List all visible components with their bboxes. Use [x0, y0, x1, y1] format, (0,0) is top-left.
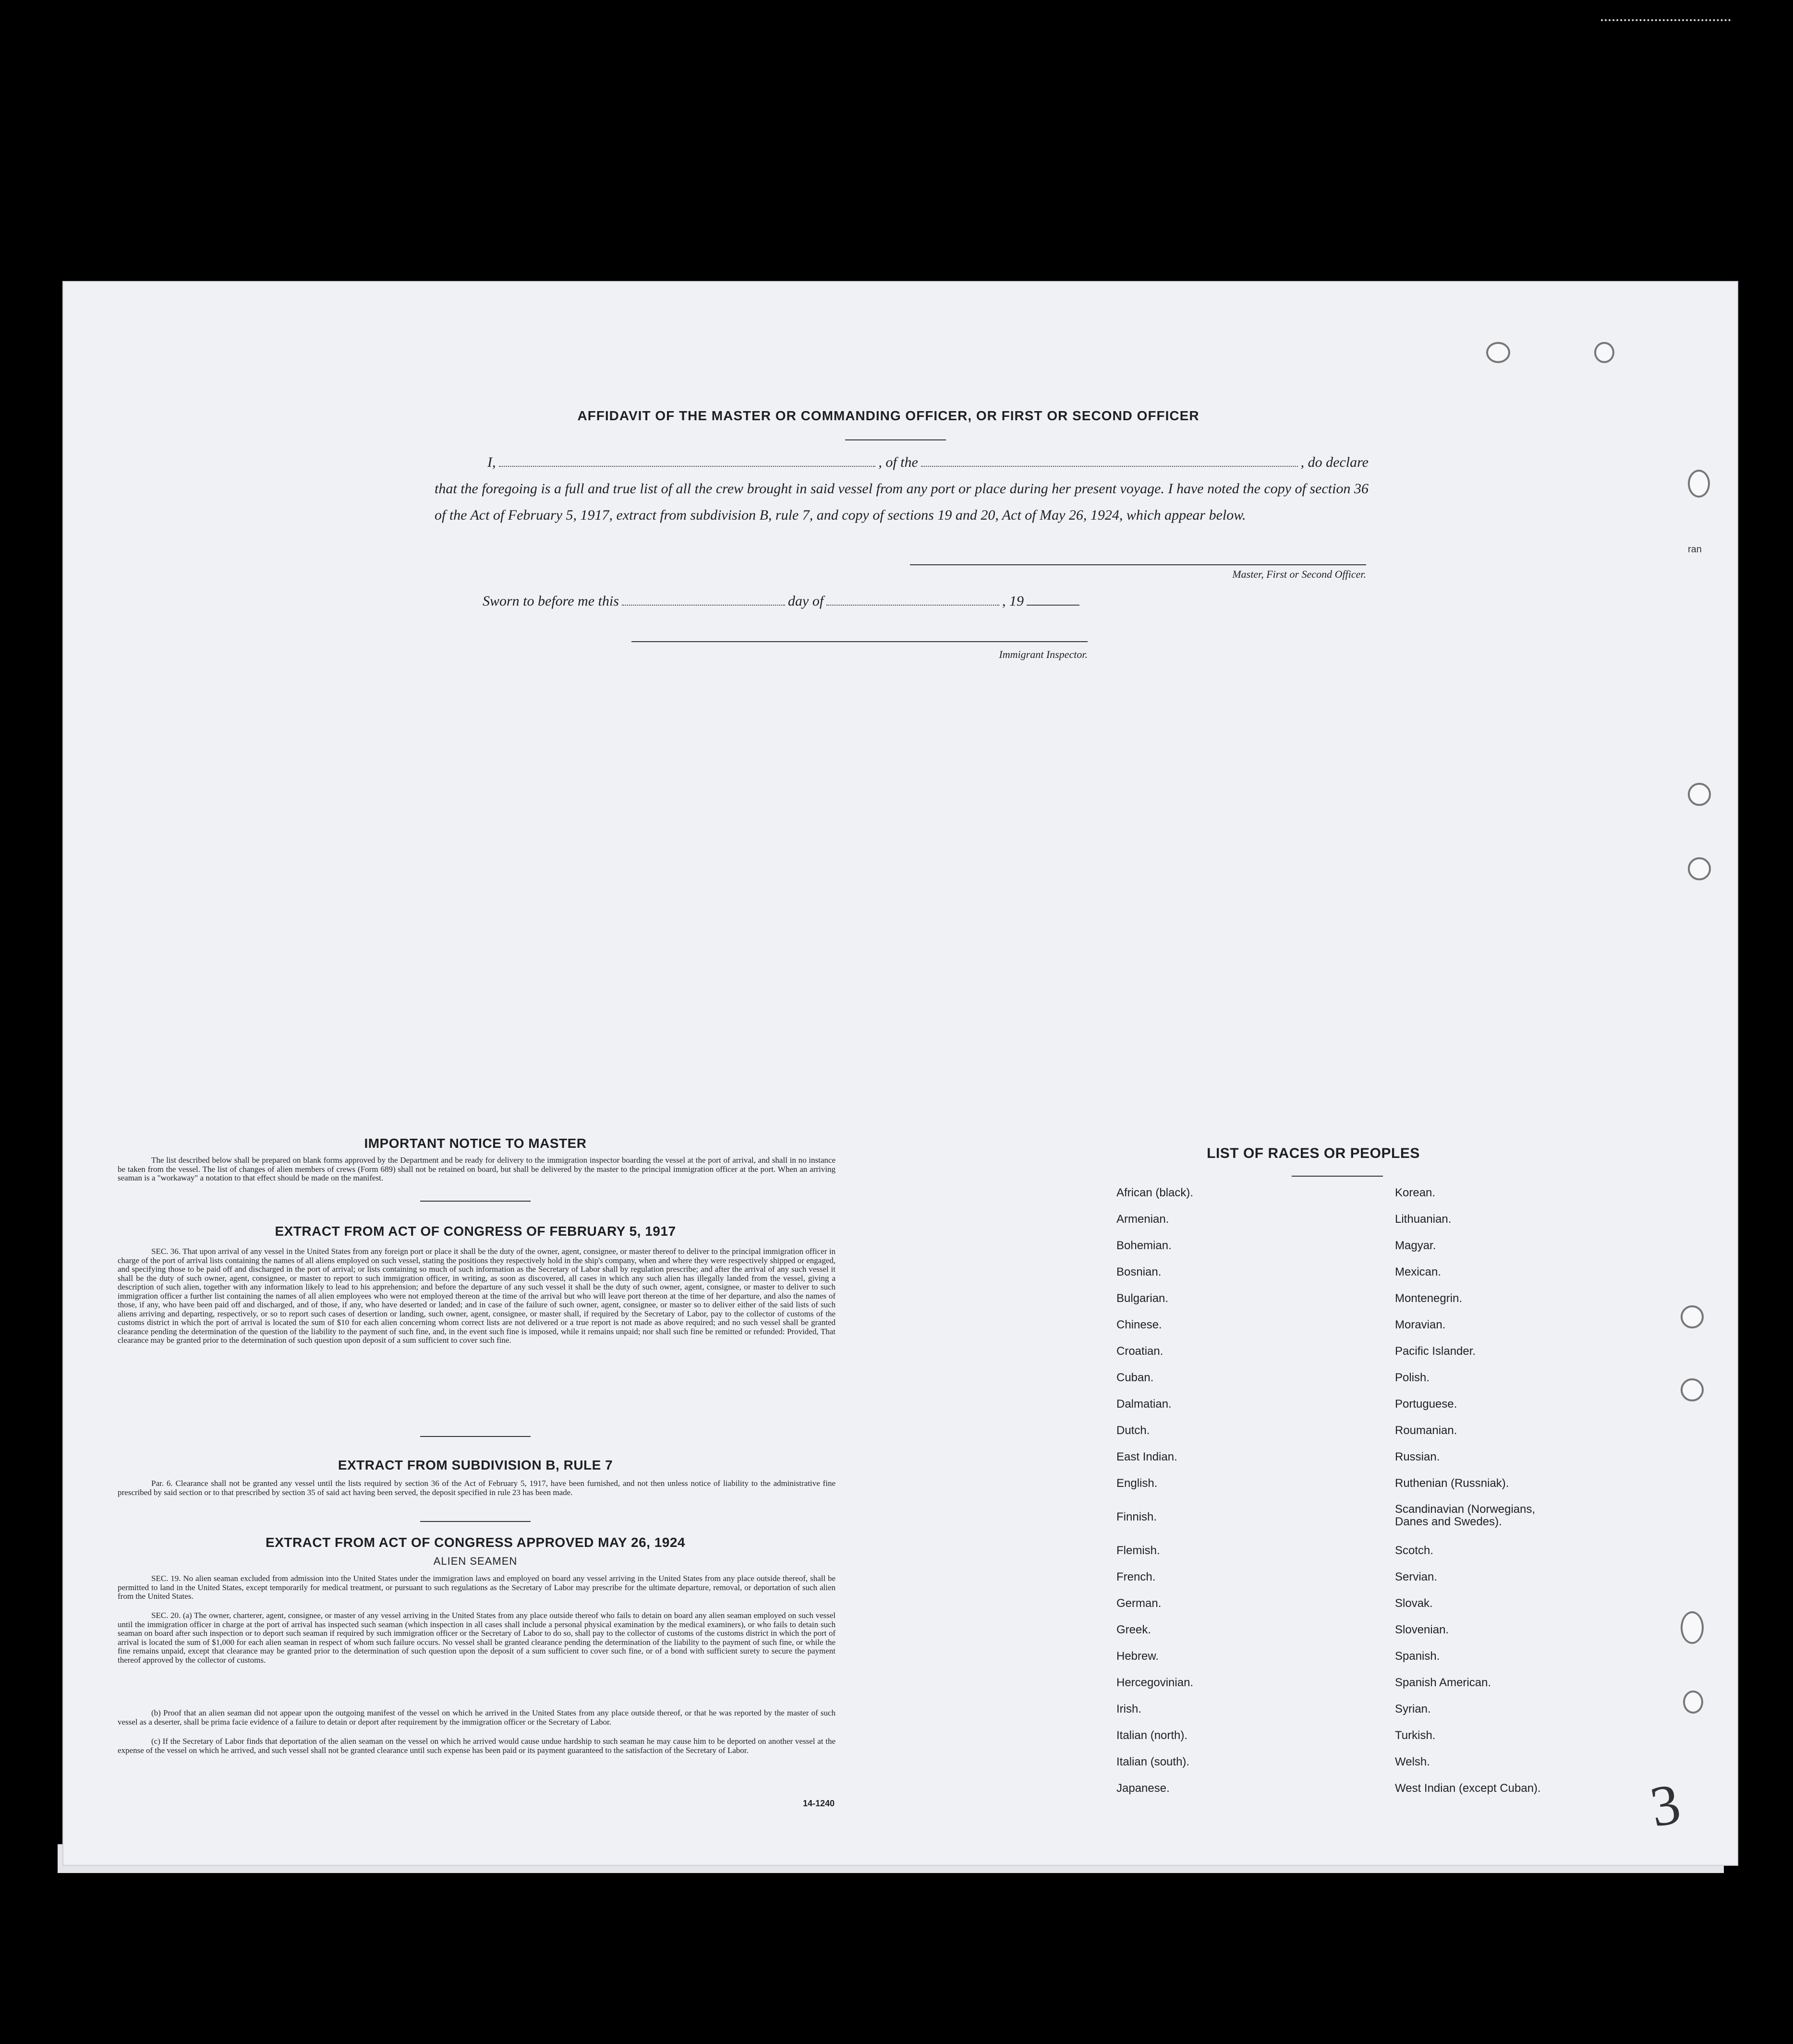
race-item: Italian (north). — [1116, 1729, 1188, 1742]
race-item: Russian. — [1395, 1450, 1440, 1463]
punch-hole — [1681, 1378, 1704, 1401]
race-item: English. — [1116, 1477, 1158, 1490]
divider-3 — [420, 1521, 531, 1522]
punch-hole — [1681, 1611, 1704, 1644]
punch-hole — [1683, 1691, 1703, 1714]
signature-line[interactable] — [910, 564, 1366, 565]
extract-rule7-title: EXTRACT FROM SUBDIVISION B, RULE 7 — [338, 1458, 613, 1472]
race-item: Moravian. — [1395, 1318, 1446, 1331]
affidavit-title: AFFIDAVIT OF THE MASTER OR COMMANDING OFFICER, OR FIRST OR SECOND OFFICER — [577, 408, 1199, 423]
race-item: Dutch. — [1116, 1424, 1150, 1437]
race-item: Slovak. — [1395, 1597, 1433, 1610]
race-item: Servian. — [1395, 1570, 1438, 1583]
race-item: Spanish American. — [1395, 1676, 1491, 1689]
races-divider — [1292, 1176, 1383, 1177]
notice-title: IMPORTANT NOTICE TO MASTER — [364, 1136, 587, 1151]
punch-hole — [1486, 342, 1510, 363]
extract-1924-sec20a: SEC. 20. (a) The owner, charterer, agent, consignee, or master of any vessel arriving in the United States from any place outside thereof who fails to detain on board any alien seaman employed on such vessel until the immigration officer in charge at the port of arrival has inspected such seaman (which inspection in all cases shall include a personal physical examination by the medical examiners), or who fails to detain such seaman on board after such inspection or to deport such seaman if required by such immigration officer or the Secretary of Labor to do so, shall pay to the collector of customs of the customs district in which the port of arrival is located the sum of $1,000 for each alien seaman in respect of whom such failure occurs. No vessel shall be granted clearance pending the determination of the liability to the payment of such fine, or while the fine remains unpaid, except that clearance may be granted prior to the determination of such question upon the deposit of a sum sufficient to cover such fine, or of a bond with sufficient surety to secure the payment thereof approved by the collector of customs. — [118, 1611, 836, 1665]
race-item: Dalmatian. — [1116, 1398, 1172, 1411]
race-item: Scandinavian (Norwegians, Danes and Swedes). — [1395, 1503, 1536, 1528]
race-item: Lithuanian. — [1395, 1213, 1452, 1226]
affidavit-declare-label: , do declare — [1300, 454, 1369, 470]
master-name-blank[interactable] — [499, 455, 876, 467]
sworn-year-blank[interactable] — [1027, 594, 1079, 606]
race-item: Portuguese. — [1395, 1398, 1457, 1411]
race-item: Japanese. — [1116, 1782, 1170, 1795]
extract-1924-sec19: SEC. 19. No alien seaman excluded from admission into the United States under the immigration laws and employed on board any vessel arriving in the United States from any place outside thereof, shall be permitted to land in the United States, except temporarily for medical treatment, or pursuant to such regulations as the Secretary of Labor may prescribe for the ultimate departure, removal, or deportation of such alien from the United States. — [118, 1574, 836, 1601]
race-item: Roumanian. — [1395, 1424, 1457, 1437]
race-item: Finnish. — [1116, 1510, 1157, 1523]
race-item: Pacific Islander. — [1395, 1345, 1476, 1358]
form-number: 14-1240 — [803, 1799, 835, 1808]
inspector-label: Immigrant Inspector. — [999, 648, 1088, 660]
punch-hole — [1688, 783, 1711, 806]
race-item: Armenian. — [1116, 1213, 1169, 1226]
vessel-name-blank[interactable] — [921, 455, 1298, 467]
race-item: African (black). — [1116, 1186, 1194, 1199]
extract-1917-title: EXTRACT FROM ACT OF CONGRESS OF FEBRUARY 5, 1917 — [275, 1224, 676, 1239]
race-item: Slovenian. — [1395, 1623, 1449, 1636]
affidavit-i-label: I, — [487, 454, 496, 470]
race-item: West Indian (except Cuban). — [1395, 1782, 1541, 1795]
sworn-day-blank[interactable] — [622, 594, 785, 606]
divider-2 — [420, 1436, 531, 1437]
punch-hole — [1594, 342, 1614, 363]
affidavit-of-label: , of the — [878, 454, 918, 470]
sworn-line — [483, 593, 1083, 609]
race-item: East Indian. — [1116, 1450, 1177, 1463]
title-divider — [845, 439, 946, 440]
sworn-day-label: day of — [787, 593, 824, 609]
race-item: Bohemian. — [1116, 1239, 1172, 1252]
extract-1924-sec20c: (c) If the Secretary of Labor finds that deportation of the alien seaman on the vessel on which he arrived would cause undue hardship to such seaman he may cause him to be deported on another vessel at the expense of the vessel on which he arrived, and such vessel shall not be granted clearance until such expense has been paid or its payment guaranteed to the satisfaction of the Secretary of Labor. — [118, 1737, 836, 1755]
race-item: Polish. — [1395, 1371, 1430, 1384]
extract-1924-subtitle: ALIEN SEAMEN — [433, 1555, 518, 1567]
handwritten-page-mark: 3 — [1645, 1771, 1685, 1839]
punch-hole — [1688, 857, 1711, 880]
race-item: Cuban. — [1116, 1371, 1154, 1384]
race-item: Irish. — [1116, 1703, 1142, 1716]
margin-note: ran — [1688, 544, 1702, 555]
race-item: German. — [1116, 1597, 1162, 1610]
affidavit-statement: that the foregoing is a full and true list of all the crew brought in said vessel from any port or place during her present voyage. I have noted the copy of section 36 of the Act of February 5, 1917, extract from subdivision B, rule 7, and copy of sections 19 and 20, Act of May 26, 1924, which appear below. — [435, 481, 1369, 523]
race-item: Mexican. — [1395, 1265, 1442, 1278]
race-item: Chinese. — [1116, 1318, 1162, 1331]
extract-1924-title: EXTRACT FROM ACT OF CONGRESS APPROVED MAY 26, 1924 — [266, 1535, 685, 1550]
race-item: Bulgarian. — [1116, 1292, 1169, 1305]
race-item: Hebrew. — [1116, 1650, 1159, 1663]
extract-rule7-body: Par. 6. Clearance shall not be granted any vessel until the lists required by section 36 of the Act of February 5, 1917, have been furnished, and not then unless notice of liability to the administrative fine prescribed by said section or to that prescribed by section 35 of said act having been served, the deposit specified in rule 23 has been made. — [118, 1479, 836, 1497]
film-edge-mark — [1601, 19, 1731, 26]
sworn-prefix: Sworn to before me this — [483, 593, 619, 609]
punch-hole — [1688, 470, 1710, 498]
races-title: LIST OF RACES OR PEOPLES — [1207, 1145, 1420, 1161]
inspector-signature-line[interactable] — [631, 641, 1088, 642]
race-item: French. — [1116, 1570, 1156, 1583]
sworn-year-label: , 19 — [1002, 593, 1024, 609]
divider-1 — [420, 1201, 531, 1202]
race-item: Ruthenian (Russniak). — [1395, 1477, 1509, 1490]
race-item: Welsh. — [1395, 1755, 1430, 1768]
extract-1917-body: SEC. 36. That upon arrival of any vessel in the United States from any foreign port or place it shall be the duty of the owner, agent, consignee, or master thereof to deliver to the principal immigration officer in charge of the port of arrival lists containing the names of all aliens employed on such vessel, stating the positions they respectively hold in the ship's company, when and where they were respectively shipped or engaged, and specifying those to be paid off and discharged in the port of arrival; or lists containing so much of such information as the Secretary of Labor shall by regulation prescribe; and after the arrival of any such vessel it shall be the duty of such owner, agent, consignee, or master to report to such immigration officer, in writing, as soon as discovered, all cases in which any such alien has illegally landed from the vessel, giving a description of such alien, together with any information likely to lead to his apprehension; and before the departure of any such vessel it shall be the duty of such owner, agent, consignee, or master to deliver to such immigration officer a further list containing the names of all alien employees who were not employed thereon at the time of the arrival but who will leave port thereon at the time of her departure, and also the names of those, if any, who have been paid off and discharged, and of those, if any, who have deserted or landed; and in case of the failure of such owner, agent, consignee, or master so to deliver either of the said lists of such aliens arriving and departing, respectively, or so to report such cases of desertion or landing, such owner, agent, consignee, or master shall, if required by the Secretary of Labor, pay to the collector of customs of the customs district in which the port of arrival is located the sum of $10 for each alien concerning whom correct lists are not delivered or a true report is not made as above required; and no such vessel shall be granted clearance pending the determination of the question of the liability to the payment of such fine, and, in the event such fine is imposed, while it remains unpaid; nor shall such fine be remitted or refunded: Provided, That clearance may be granted prior to the determination of such question upon deposit of a sum sufficient to cover such fine. — [118, 1247, 836, 1345]
race-item: Bosnian. — [1116, 1265, 1162, 1278]
race-item: Syrian. — [1395, 1703, 1431, 1716]
affidavit-declaration-line — [435, 449, 1369, 475]
race-item: Flemish. — [1116, 1544, 1160, 1557]
race-item: Hercegovinian. — [1116, 1676, 1194, 1689]
race-item: Scotch. — [1395, 1544, 1434, 1557]
punch-hole — [1681, 1305, 1704, 1328]
signature-label: Master, First or Second Officer. — [1232, 568, 1366, 580]
race-item: Korean. — [1395, 1186, 1436, 1199]
notice-body: The list described below shall be prepared on blank forms approved by the Department and be ready for delivery to the immigration inspector boarding the vessel at the port of arrival, and shall in no instance be taken from the vessel. The list of changes of alien members of crews (Form 689) shall not be retained on board, but shall be delivered by the master to the principal immigration officer at the port. When an arriving seaman is a "workaway" a notation to that effect should be made on the manifest. — [118, 1156, 836, 1182]
race-item: Croatian. — [1116, 1345, 1163, 1358]
race-item: Greek. — [1116, 1623, 1151, 1636]
race-item: Magyar. — [1395, 1239, 1436, 1252]
affidavit-body — [435, 449, 1369, 528]
race-item: Montenegrin. — [1395, 1292, 1463, 1305]
race-item: Italian (south). — [1116, 1755, 1190, 1768]
race-item: Spanish. — [1395, 1650, 1440, 1663]
sworn-month-blank[interactable] — [826, 594, 999, 606]
race-item: Turkish. — [1395, 1729, 1436, 1742]
extract-1924-sec20b: (b) Proof that an alien seaman did not appear upon the outgoing manifest of the vessel on which he arrived in the United States from any place outside thereof, or that he was reported by the master of such vessel as a deserter, shall be prima facie evidence of a failure to detain or deport after requirement by the immigration officer or the Secretary of Labor. — [118, 1708, 836, 1727]
